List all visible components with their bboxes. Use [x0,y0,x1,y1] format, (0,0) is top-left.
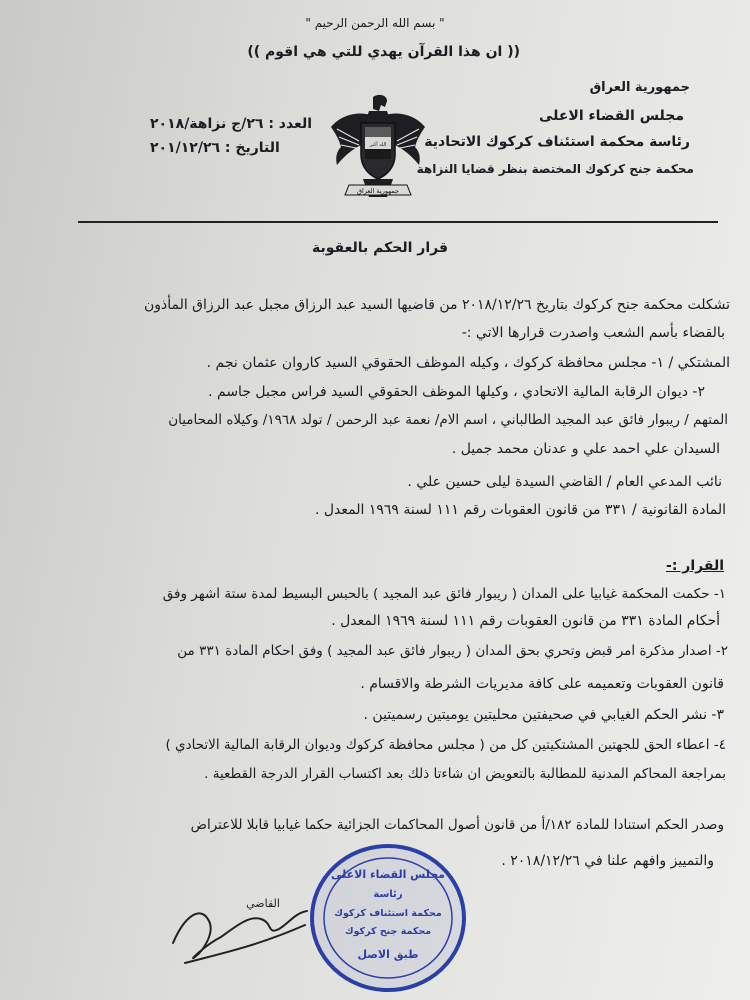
number-value: ٢٦/ج نزاهة/٢٠١٨ [150,116,264,132]
decision-item-2a: ٢- اصدار مذكرة امر قبض وتحري بحق المدان ( ريبوار فائق عبد المجيد ) وفق احكام المادة ٣٣١ من [177,643,728,659]
decision-heading: القرار :- [666,558,724,574]
iraq-emblem-icon [327,93,429,205]
stamp-mid-text-3: محكمة جنح كركوك [344,926,432,937]
header-divider [78,221,718,223]
judge-signature [165,885,315,975]
closing-line-1: وصدر الحكم استنادا للمادة ١٨٢/أ من قانون أصول المحاكمات الجزائية حكما غيابيا قابلا للاعتراض [190,817,724,833]
complainant-1: المشتكي / ١- مجلس محافظة كركوك ، وكيله الموظف الحقوقي السيد كاروان عثمان نجم . [206,355,730,371]
date-value: ٢٠١/١٢/٢٦ [150,140,221,156]
body-line-1: تشكلت محكمة جنح كركوك بتاريخ ٢٠١٨/١٢/٢٦ من قاضيها السيد عبد الرزاق مجبل عبد الرزاق المأذون [143,297,730,313]
date-label: التاريخ : [224,140,280,156]
emblem-shield-text: الله أكبر [369,142,387,148]
prosecutor-line: نائب المدعي العام / القاضي السيدة ليلى حسين علي . [407,474,722,490]
reference-date [150,140,280,156]
court-stamp [308,842,468,994]
presidency-name: رئاسة محكمة استئناف كركوك الاتحادية [424,134,690,150]
decision-item-3: ٣- نشر الحكم الغيابي في صحيفتين محليتين يوميتين رسميتين . [363,707,724,723]
stamp-bottom-text: طبق الاصل [357,948,419,961]
republic-name: جمهورية العراق [589,80,690,95]
reference-number [150,116,312,132]
document-title: قرار الحكم بالعقوبة [311,240,449,256]
quran-verse: (( ان هذا القرآن يهدي للتي هي اقوم )) [247,44,520,60]
basmala: " بسم الله الرحمن الرحيم " [305,16,445,30]
complainant-2: ٢- ديوان الرقابة المالية الاتحادي ، وكيلها الموظف الحقوقي السيد فراس مجبل جاسم . [208,384,705,400]
emblem-banner-text: جمهورية العراق [357,187,399,195]
number-label: العدد : [268,116,313,132]
closing-line-2: والتمييز وافهم علنا في ٢٠١٨/١٢/٢٦ . [501,853,714,869]
decision-item-4a: ٤- اعطاء الحق للجهتين المشتكيتين كل من ( مجلس محافظة كركوك وديوان الرقابة المالية الاتحادي ) [165,737,726,753]
decision-item-1b: أحكام المادة ٣٣١ من قانون العقوبات رقم ١١١ لسنة ١٩٦٩ المعدل . [331,613,720,629]
decision-item-4b: بمراجعة المحاكم المدنية للمطالبة بالتعويض ان شاءتا ذلك بعد اكتساب القرار الدرجة القطعية . [204,766,726,782]
accused-line-2: السيدان علي احمد علي و عدنان محمد جميل . [451,441,720,457]
council-name: مجلس القضاء الاعلى [538,108,684,124]
stamp-top-text: مجلس القضاء الاعلى [331,868,445,881]
decision-item-2b: قانون العقوبات وتعميمه على كافة مديريات الشرطة والاقسام . [360,676,724,692]
stamp-mid-text-1: رئاسة [373,889,403,900]
stamp-mid-text-2: محكمة استئناف كركوك [334,908,442,919]
signature-text: القاضي [246,897,280,910]
legal-article-line: المادة القانونية / ٣٣١ من قانون العقوبات رقم ١١١ لسنة ١٩٦٩ المعدل . [314,502,726,518]
court-name: محكمة جنح كركوك المختصة بنظر قضايا النزاهة [416,162,694,176]
body-line-2: بالقضاء بأسم الشعب واصدرت قرارها الاتي :- [461,325,725,341]
decision-item-1a: ١- حكمت المحكمة غيابيا على المدان ( ريبوار فائق عبد المجيد ) بالحبس البسيط لمدة ستة اشهر وفق [162,586,726,602]
accused-line-1: المتهم / ريبوار فائق عبد المجيد الطالباني ، اسم الام/ نعمة عبد الرحمن / تولد ١٩٦٨/ وكيلاه المحاميان [168,412,728,428]
